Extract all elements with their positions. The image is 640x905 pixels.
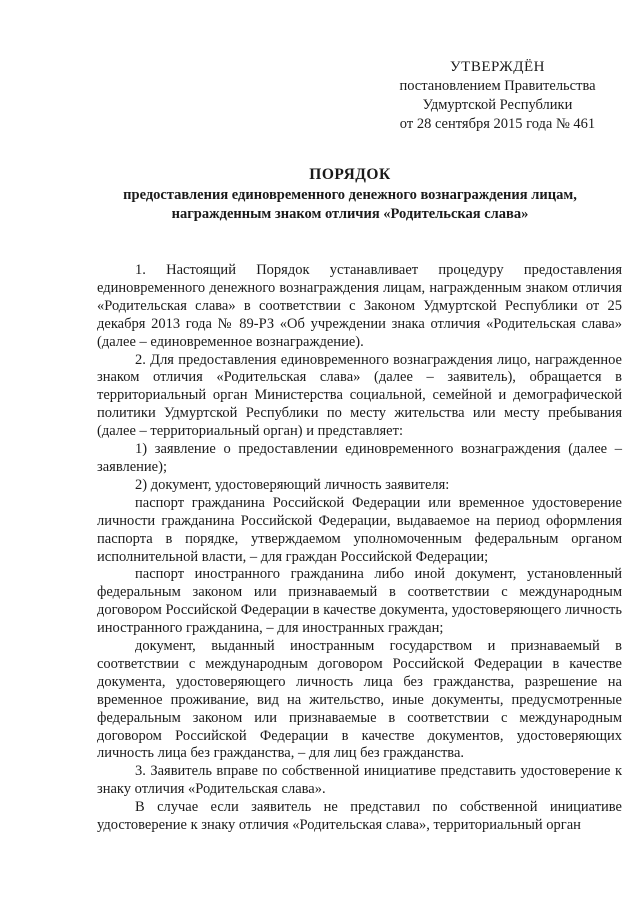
document-title: ПОРЯДОК (309, 166, 391, 183)
document-subtitle: предоставления единовременного денежного вознаграждения лицам, (123, 187, 577, 203)
approval-stamp (370, 58, 625, 134)
paragraph: 2) документ, удостоверяющий личность заявителя: (135, 476, 450, 493)
paragraph: паспорт иностранного гражданина либо иной документ, установленный федеральным законом или признаваемый в соответствии с международным договором Российской Федерации в качестве документа, удостоверяющего личность иностранного гражданина, – для иностранных граждан; (97, 566, 622, 637)
approval-line: от 28 сентября 2015 года № 461 (399, 116, 596, 132)
paragraph: 1. Настоящий Порядок устанавливает процедуру предоставления единовременного денежного вознаграждения лицам, награжденным знаком отличия «Родительская слава» в соответствии с Законом Удмуртской Республики от 25 декабря 2013 года № 89-РЗ «Об учреждении знака отличия «Родительская слава» (далее – единовременное вознаграждение). (97, 262, 622, 350)
paragraph: 3. Заявитель вправе по собственной инициативе представить удостоверение к знаку отличия «Родительская слава». (97, 763, 622, 798)
approval-heading: УТВЕРЖДЁН (450, 59, 545, 75)
approval-line: постановлением Правительства (399, 78, 596, 94)
document-title-block (80, 165, 620, 224)
approval-line: Удмуртской Республики (422, 97, 573, 113)
document-body (97, 262, 622, 835)
paragraph: В случае если заявитель не представил по собственной инициативе удостоверение к знаку отличия «Родительская слава», территориальный орган (97, 799, 622, 834)
paragraph: 2. Для предоставления единовременного вознаграждения лицо, награжденное знаком отличия «Родительская слава» (далее – заявитель), обращается в территориальный орган Министерства социальной, семейной и демографической политики Удмуртской Республики по месту жительства или месту пребывания (далее – территориальный орган) и представляет: (97, 351, 622, 440)
document-subtitle: награжденным знаком отличия «Родительская слава» (171, 206, 529, 222)
paragraph: 1) заявление о предоставлении единовременного вознаграждения (далее – заявление); (97, 441, 622, 475)
paragraph: документ, выданный иностранным государством и признаваемый в соответствии с международным договором Российской Федерации в качестве документа, удостоверяющего личность лица без гражданства, разрешение на временное проживание, вид на жительство, иные документы, предусмотренные федеральным законом или признаваемые в соответствии с международным договором Российской Федерации в качестве документов, удостоверяющих личность лица без гражданства, – для лиц без гражданства. (97, 638, 622, 762)
paragraph: паспорт гражданина Российской Федерации или временное удостоверение личности гражданина Российской Федерации, выдаваемое на период оформления паспорта в порядке, утверждаемом уполномоченным федеральным органом исполнительной власти, – для граждан Российской Федерации; (97, 494, 622, 565)
